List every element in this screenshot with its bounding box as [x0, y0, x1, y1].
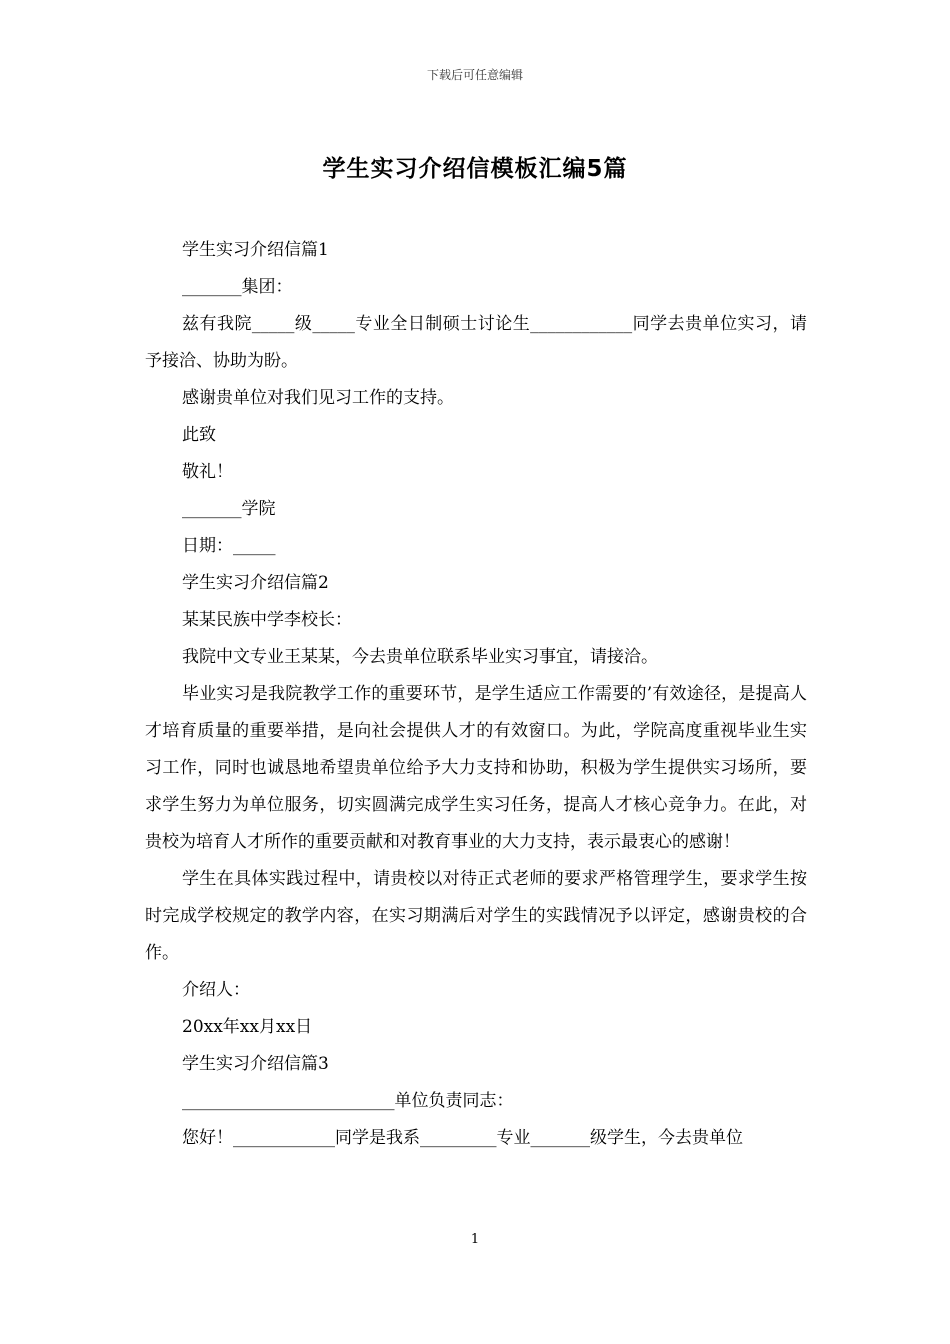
- salutation-3: _________________________单位负责同志：: [182, 1091, 514, 1111]
- signature-line: _______学院: [182, 499, 276, 519]
- page-number: 1: [470, 1232, 480, 1247]
- header-note: 下载后可任意编辑: [426, 68, 523, 82]
- body-paragraph: 兹有我院_____级_____专业全日制硕士讨论生____________同学去贵单位实习，请予接洽、协助为盼。: [145, 314, 807, 371]
- body-paragraph: 您好！____________同学是我系_________专业_______级学生，今去贵单位: [182, 1128, 743, 1148]
- document-title: 学生实习介绍信模板汇编5篇: [322, 156, 628, 182]
- body-paragraph: 感谢贵单位对我们见习工作的支持。: [182, 388, 454, 408]
- closing-line: 敬礼！: [182, 462, 233, 482]
- body-paragraph: 学生在具体实践过程中，请贵校以对待正式老师的要求严格管理学生，要求学生按时完成学校规定的教学内容，在实习期满后对学生的实践情况予以评定，感谢贵校的合作。: [145, 869, 807, 963]
- date-line: 日期：_____: [182, 536, 276, 556]
- closing-line: 此致: [182, 425, 216, 445]
- body-paragraph: 毕业实习是我院教学工作的重要环节，是学生适应工作需要的’有效途径，是提高人才培育质量的重要举措，是向社会提供人才的有效窗口。为此，学院高度重视毕业生实习工作，同时也诚恳地希望贵单位给予大力支持和协助，积极为学生提供实习场所，要求学生努力为单位服务，切实圆满完成学生实习任务，提高人才核心竞争力。在此，对贵校为培育人才所作的重要贡献和对教育事业的大力支持，表示最衷心的感谢！: [145, 684, 807, 852]
- signature-line: 介绍人：: [182, 980, 250, 1000]
- salutation-2: 某某民族中学李校长：: [182, 610, 352, 630]
- salutation-1: _______集团：: [182, 277, 293, 297]
- date-line: 20xx年xx月xx日: [182, 1017, 313, 1037]
- section-heading-2: 学生实习介绍信篇2: [182, 573, 329, 593]
- section-heading-1: 学生实习介绍信篇1: [182, 240, 329, 260]
- section-heading-3: 学生实习介绍信篇3: [182, 1054, 329, 1074]
- document-body: [145, 232, 807, 1157]
- body-paragraph: 我院中文专业王某某，今去贵单位联系毕业实习事宜，请接洽。: [182, 647, 658, 667]
